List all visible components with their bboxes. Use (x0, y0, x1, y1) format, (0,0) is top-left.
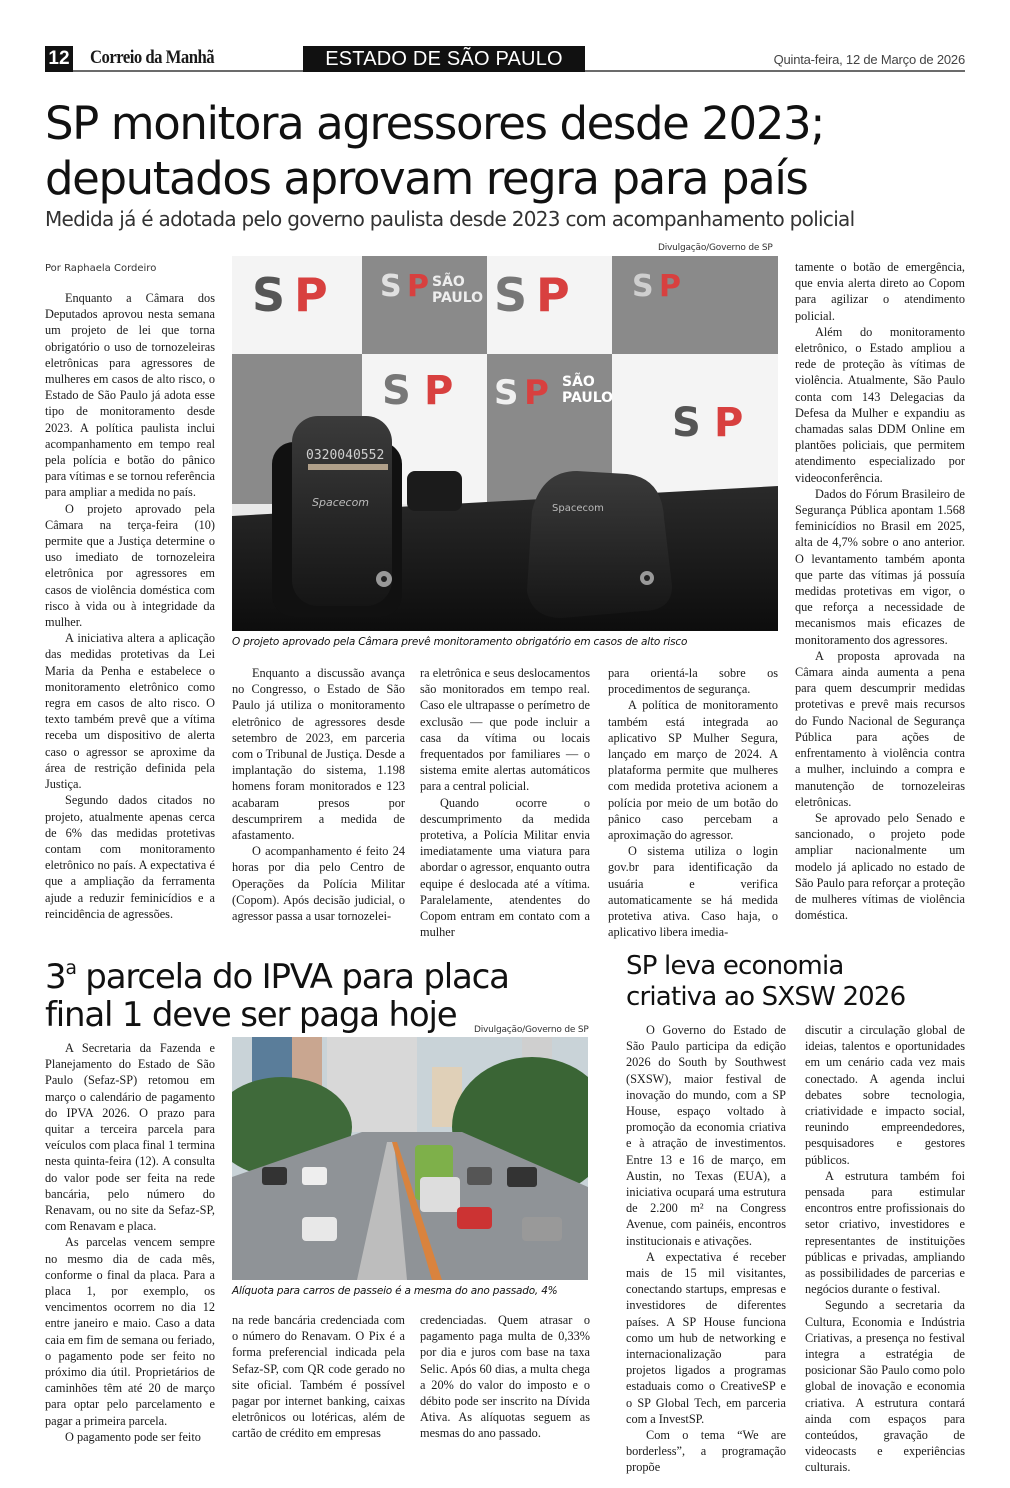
page-number: 12 (45, 46, 73, 72)
photo-credit: Divulgação/Governo de SP (658, 243, 773, 253)
ankle-monitor-illustration (232, 256, 778, 631)
svg-text:P: P (536, 268, 570, 322)
svg-text:S: S (382, 368, 411, 414)
paragraph: A expectativa é receber mais de 15 mil visitantes, conectando startups, empresas e investidores de diferentes países. A SP House funciona como um hub de networking e internacionalização para projetos ligados a programas estaduais como o CreativeSP e o SP Global Tech, em parceria com a InvestSP. (626, 1249, 786, 1426)
paragraph: tamente o botão de emergência, que envia alerta direto ao Copom para agilizar o atendimento policial. (795, 260, 965, 323)
article3-column-1 (626, 1022, 786, 1476)
paragraph: As parcelas vencem sempre no mesmo dia de cada mês, conforme o final da placa. Para a placa 1, por exemplo, os vencimentos ocorrem no dia 12 entre janeiro e maio. Caso a data caia em fim de semana ou feriado, o pagamento pode ser feito no próximo dia útil. Proprietários de caminhões têm até 20 de março para optar pelo parcelamento e pagar a primeira parcela. (45, 1235, 215, 1428)
logo-text: SÃO (432, 274, 465, 290)
sxsw-headline (626, 951, 986, 1013)
headline-text: 3 (45, 957, 66, 998)
article2-column-1 (45, 1040, 215, 1445)
logo-text: PAULO (562, 390, 614, 406)
photo-caption: O projeto aprovado pela Câmara prevê monitoramento obrigatório em casos de alto risco (232, 636, 688, 648)
article1-column-5 (795, 259, 965, 923)
device-brand: Spacecom (312, 496, 370, 509)
paragraph: Segundo dados citados no projeto, atualmente apenas cerca de 6% das medidas protetivas contam com monitoramento eletrônico no país. A expectativa é que a ampliação da ferramenta ajude a reduzir feminicídios e a reincidência de agressões. (45, 793, 215, 921)
paragraph: discutir a circulação global de ideias, talentos e oportunidades em um cenário cada vez mais conectado. A agenda inclui debates sobre tecnologia, criatividade e impacto social, reunindo empreendedores, pesquisadores e gestores públicos. (805, 1023, 965, 1167)
svg-text:S: S (380, 269, 402, 304)
article2-column-2 (232, 1312, 405, 1442)
svg-text:P: P (714, 400, 744, 446)
main-headline (45, 96, 975, 206)
article1-column-2 (232, 665, 405, 924)
paragraph: Enquanto a discussão avança no Congresso, o Estado de São Paulo já utiliza o monitoramento eletrônico de agressores desde setembro de 2023, em parceria com o Tribunal de Justiça. Desde a implantação do sistema, 1.198 homens foram monitorados e 123 acabaram presos por descumprirem a medida de afastamento. (232, 666, 405, 843)
article1-column-1 (45, 290, 215, 922)
paragraph: O acompanhamento é feito 24 horas por dia pelo Centro de Operações da Polícia Militar (Copom). Após decisão judicial, o agressor passa a usar tornozelei- (232, 844, 405, 924)
article1-column-4 (608, 665, 778, 940)
paragraph: Com o tema “We are borderless”, a programação propõe (626, 1428, 786, 1475)
headline-text: SP leva economia (626, 951, 844, 981)
highway-illustration (232, 1037, 588, 1280)
paragraph: Se aprovado pelo Senado e sancionado, o projeto pode ampliar nacionalmente um modelo já aplicado no estado de São Paulo para reforçar a proteção de mulheres vítimas de violência doméstica. (795, 810, 965, 923)
article3-column-2 (805, 1022, 965, 1476)
paragraph: para orientá-la sobre os procedimentos de segurança. (608, 666, 778, 697)
headline-line: deputados aprovam regra para país (45, 152, 808, 205)
issue-date: Quinta-feira, 12 de Março de 2026 (773, 52, 965, 67)
byline: Por Raphaela Cordeiro (45, 263, 157, 274)
headline-line: SP monitora agressores desde 2023; (45, 97, 824, 150)
paragraph: O pagamento pode ser feito (65, 1429, 201, 1444)
subheadline: Medida já é adotada pelo governo paulista desde 2023 com acompanhamento policial (45, 207, 855, 231)
section-label: ESTADO DE SÃO PAULO (303, 46, 585, 72)
ankle-monitor-photo (232, 256, 778, 631)
headline-superscript: a (65, 958, 76, 979)
svg-text:P: P (424, 368, 454, 414)
paragraph: Segundo a secretaria da Cultura, Economia e Indústria Criativas, a presença no festival integra a estratégia de posicionar São Paulo como polo global de inovação e economia criativa. A estrutura contará ainda com espaços para conteúdos, gravação de videocasts e experiências culturais. (805, 1298, 965, 1475)
svg-text:S: S (672, 400, 701, 446)
paragraph: O Governo do Estado de São Paulo participa da edição 2026 do South by Southwest (SXSW), maior festival de inovação do mundo, com a SP House, espaço voltado à promoção da economia criativa e à atração de investimentos. Entre 13 e 16 de março, em Austin, no Texas (EUA), a iniciativa ocupará uma estrutura de 2.200 m² na Congress Avenue, com painéis, encontros institucionais e ativações. (626, 1023, 786, 1248)
headline-text: final 1 deve ser paga hoje (45, 995, 457, 1036)
paragraph: A estrutura também foi pensada para estimular encontros entre profissionais do setor criativo, investidores e representantes de instituições públicas e privadas, ampliando as possibilidades de parcerias e negócios durante o festival. (805, 1168, 965, 1297)
svg-text:S: S (252, 268, 286, 322)
paragraph: Quando ocorre o descumprimento da medida protetiva, a Polícia Militar envia imediatamente uma viatura para abordar o agressor, enquanto outra equipe é deslocada até a vítima. Paralelamente, atendentes do Copom entram em contato com a mulher (420, 795, 590, 940)
article2-column-3 (420, 1312, 590, 1442)
paragraph: Dados do Fórum Brasileiro de Segurança Pública apontam 1.568 feminicídios no Brasil em 2025, alta de 4,7% sobre o ano anterior. O levantamento também aponta que parte das vítimas já possuía medidas protetivas em vigor, o que reforça a necessidade de mecanismos mais eficazes de monitoramento dos agressores. (795, 486, 965, 647)
paragraph: A política de monitoramento também está integrada ao aplicativo SP Mulher Segura, lançado em março de 2024. A plataforma permite que mulheres com medida protetiva acionem a polícia por meio de um botão do pânico caso percebam a aproximação do agressor. (608, 698, 778, 843)
photo-credit: Divulgação/Governo de SP (474, 1025, 589, 1035)
page-header (45, 46, 965, 72)
paragraph: A proposta aprovada na Câmara ainda aumenta a pena para quem descumprir medidas protetivas e prevê mais recursos do Fundo Nacional de Segurança Pública para ações de enfrentamento à violência contra a mulher, incluindo a compra e manutenção de tornozeleiras eletrônicas. (795, 648, 965, 809)
paragraph: A iniciativa altera a aplicação das medidas protetivas da Lei Maria da Penha e estabelece o monitoramento eletrônico como regra em casos de alto risco. O texto também prevê que a vítima receba um dispositivo de alerta caso o agressor se aproxime da área de restrição definida pela Justiça. (45, 631, 215, 792)
highway-photo (232, 1037, 588, 1280)
ipva-headline (45, 950, 605, 1034)
logo-text: SÃO (562, 374, 595, 390)
article1-column-3 (420, 665, 590, 940)
paragraph: O projeto aprovado pela Câmara na terça-feira (10) permite que a Justiça determine o uso imediato de tornozeleira eletrônica por agressores em casos de violência doméstica com risco à vida ou à integridade da mulher. (45, 501, 215, 630)
svg-text:S: S (494, 373, 519, 413)
svg-text:S: S (494, 268, 528, 322)
device-serial: 0320040552 (306, 448, 385, 463)
photo-caption: Alíquota para carros de passeio é a mesma do ano passado, 4% (232, 1285, 558, 1297)
headline-text: criativa ao SXSW 2026 (626, 982, 906, 1012)
svg-text:P: P (524, 373, 549, 413)
paragraph: na rede bancária credenciada com o número do Renavam. O Pix é a forma preferencial indicada pela Sefaz-SP, com QR code gerado no site oficial. Também é possível pagar por internet banking, caixas eletrônicos ou lotéricas, além de cartão de crédito em empresas (232, 1313, 405, 1441)
paragraph: A Secretaria da Fazenda e Planejamento do Estado de São Paulo (Sefaz-SP) retomou em março o calendário de pagamento do IPVA 2026. O prazo para quitar a terceira parcela para veículos com placa final 1 termina nesta quinta-feira (12). A consulta do valor pode ser feita na rede bancária, pelo número do Renavam, ou no site da Sefaz-SP, com Renavam e placa. (45, 1041, 215, 1234)
paragraph: credenciadas. Quem atrasar o pagamento paga multa de 0,33% por dia e juros com base na taxa Selic. Após 60 dias, a multa chega a 20% do valor do imposto e o débito pode ser inscrito na Dívida Ativa. As alíquotas seguem as mesmas do ano passado. (420, 1313, 590, 1441)
svg-text:P: P (407, 269, 429, 304)
paragraph: Além do monitoramento eletrônico, o Estado ampliou a rede de proteção às vítimas de violência. Atualmente, São Paulo conta com 143 Delegacias da Defesa da Mulher e expandiu as chamadas salas DDM Online em plantões policiais, que permitem atendimento especializado por videoconferência. (795, 324, 965, 485)
svg-text:S: S (632, 269, 654, 304)
svg-text:P: P (659, 269, 681, 304)
paragraph: O sistema utiliza o login gov.br para identificação da usuária e verifica automaticamente se há medida protetiva ativa. Caso haja, o aplicativo libera imedia- (608, 844, 778, 940)
paragraph: Enquanto a Câmara dos Deputados aprovou nesta semana um projeto de lei que torna obrigatório o uso de tornozeleiras eletrônicas para agressores de mulheres em casos de alto risco, o Estado de São Paulo já adota esse tipo de monitoramento desde 2023. A política paulista inclui acompanhamento em tempo real pela polícia e botão do pânico para vítimas e se tornou referência para ampliar a medida no país. (45, 291, 215, 500)
device-brand: Spacecom (552, 503, 604, 514)
logo-text: PAULO (432, 290, 484, 306)
paragraph: ra eletrônica e seus deslocamentos são monitorados em tempo real. Caso ele ultrapasse o perímetro de exclusão — que pode incluir a casa da vítima ou locais frequentados por familiares — o sistema emite alertas automáticos para a central policial. (420, 666, 590, 794)
ankle-monitor-right (527, 471, 672, 618)
masthead-logo: Correio da Manhã (90, 47, 215, 68)
headline-text: parcela do IPVA para placa (75, 957, 509, 998)
svg-text:P: P (294, 268, 328, 322)
